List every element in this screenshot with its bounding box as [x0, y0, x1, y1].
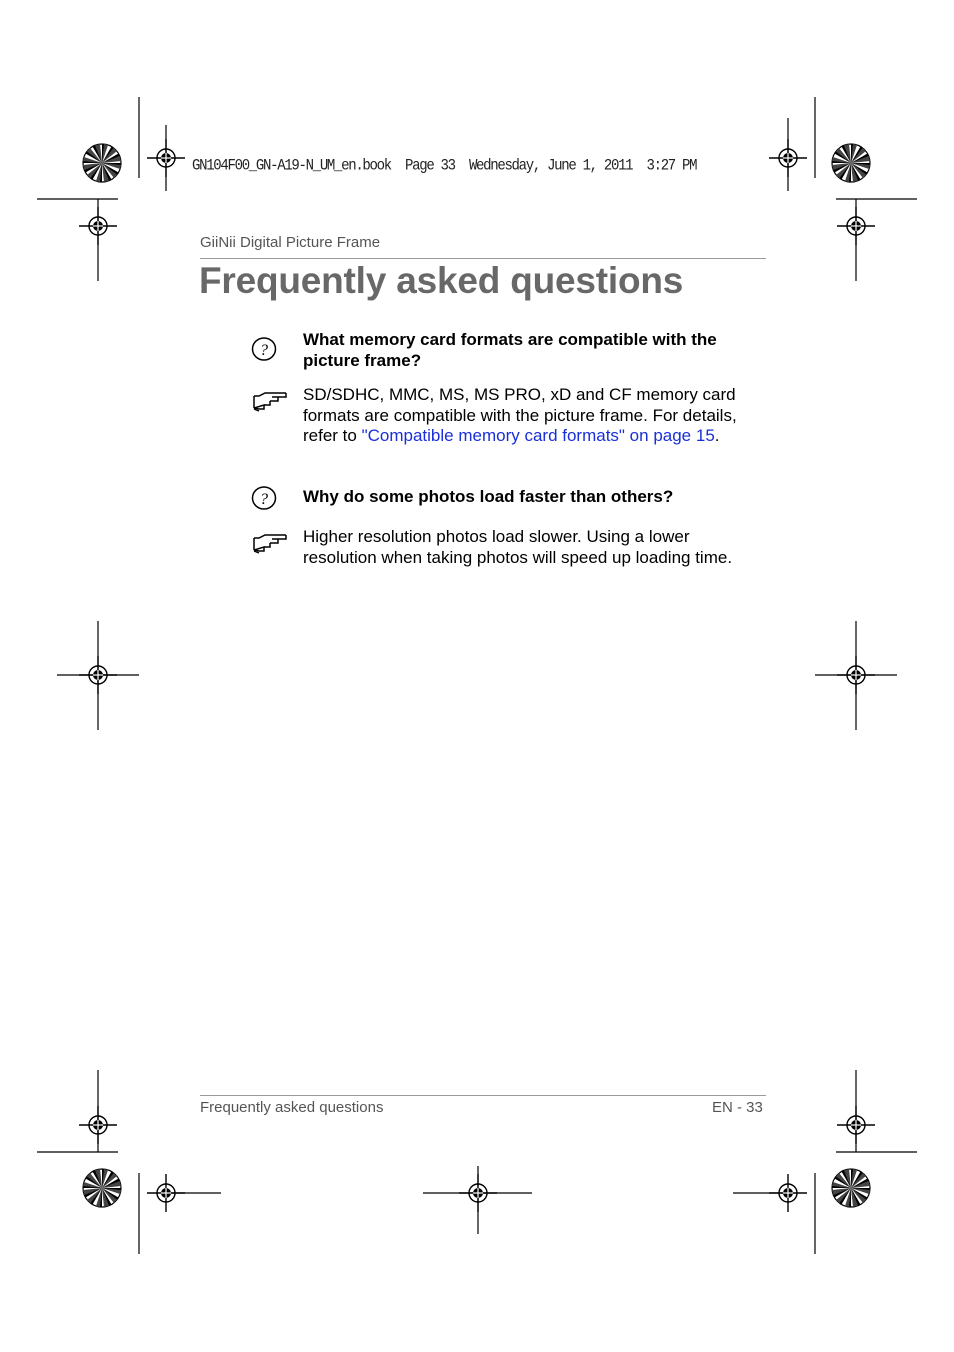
header-rule [200, 258, 766, 259]
crosshair-registration-icon [837, 207, 875, 245]
footer-rule [200, 1095, 766, 1096]
faq-question-1: What memory card formats are compatible with the picture frame? [303, 330, 717, 370]
question-mark-circle-icon [250, 485, 280, 513]
crosshair-registration-icon [769, 1174, 807, 1212]
faq-answer-1: SD/SDHC, MMC, MS, MS PRO, xD and CF memory card formats are compatible with the picture frame. For details, refer to "Compatible memory card formats" on page 15. [303, 385, 737, 445]
starburst-target-icon [83, 144, 121, 182]
crosshair-registration-icon [147, 139, 185, 177]
crosshair-registration-icon [79, 207, 117, 245]
faq-answer-2: Higher resolution photos load slower. Using a lower resolution when taking photos will speed up loading time. [303, 527, 733, 567]
svg-text:?: ? [260, 491, 268, 508]
cross-reference-link[interactable]: "Compatible memory card formats" on page 15 [361, 426, 715, 445]
crosshair-registration-icon [79, 656, 117, 694]
crosshair-registration-icon [79, 1106, 117, 1144]
starburst-target-icon [83, 1169, 121, 1207]
crosshair-registration-icon [837, 656, 875, 694]
crosshair-registration-icon [769, 139, 807, 177]
crosshair-registration-icon [147, 1174, 185, 1212]
question-mark-circle-icon [250, 336, 280, 364]
svg-text:?: ? [260, 342, 268, 359]
footer-section-title: Frequently asked questions [200, 1099, 384, 1116]
starburst-target-icon [832, 1169, 870, 1207]
crosshair-registration-icon [459, 1174, 497, 1212]
running-header: GiiNii Digital Picture Frame [200, 234, 381, 251]
page-number: EN - 33 [712, 1099, 763, 1116]
pointing-hand-icon [250, 531, 290, 557]
starburst-target-icon [832, 144, 870, 182]
page-title: Frequently asked questions [199, 260, 684, 301]
pointing-hand-icon [250, 389, 290, 415]
faq-question-2: Why do some photos load faster than others? [303, 487, 674, 506]
crosshair-registration-icon [837, 1106, 875, 1144]
print-slug: GN104F00_GN-A19-N_UM_en.book Page 33 Wednesday, June 1, 2011 3:27 PM [192, 157, 697, 175]
